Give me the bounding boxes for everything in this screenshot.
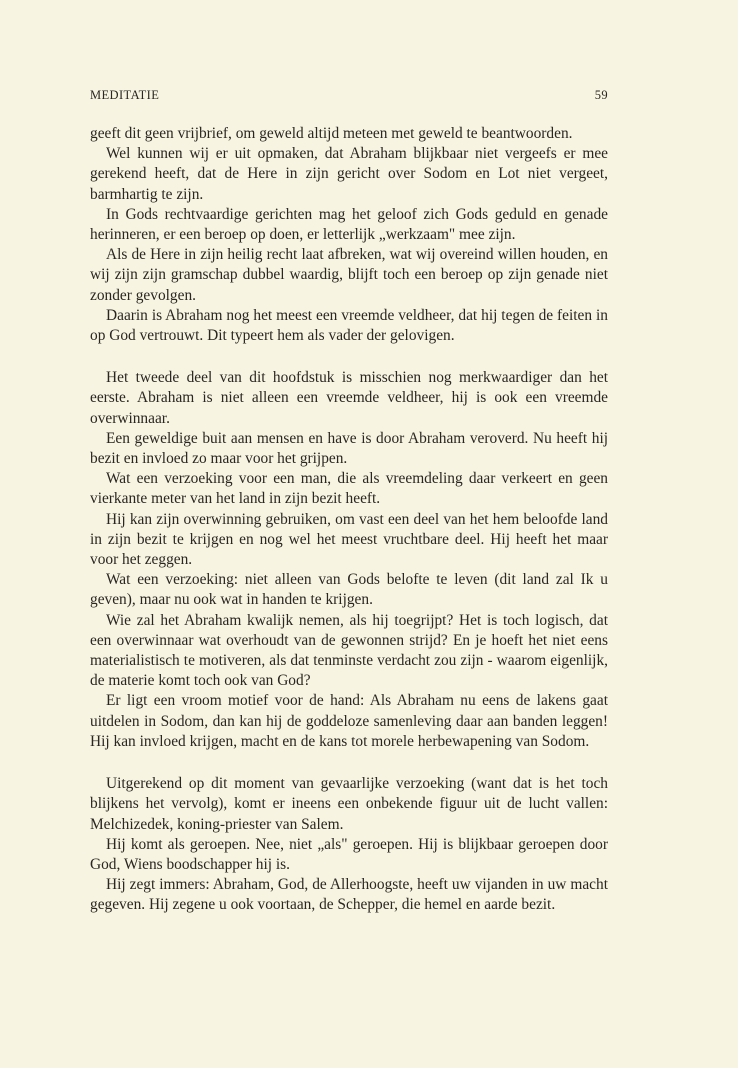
text-body: [90, 124, 608, 916]
paragraph: Wat een verzoeking: niet alleen van Gods belofte te leven (dit land zal Ik u geven), maar nu ook wat in handen te krijgen.: [90, 571, 608, 609]
running-header: [90, 88, 608, 106]
paragraph: Er ligt een vroom motief voor de hand: Als Abraham nu eens de lakens gaat uitdelen in Sodom, dan kan hij de goddeloze samenleving daar aan banden leggen! Hij kan invloed krijgen, macht en de kans tot morele herbewapening van Sodom.: [90, 692, 608, 750]
paragraph: Hij komt als geroepen. Nee, niet „als" geroepen. Hij is blijkbaar geroepen door God, Wiens boodschapper hij is.: [90, 835, 608, 873]
paragraph: Daarin is Abraham nog het meest een vreemde veldheer, dat hij tegen de feiten in op God vertrouwt. Dit typeert hem als vader der gelovigen.: [90, 306, 608, 345]
paragraph: Hij kan zijn overwinning gebruiken, om vast een deel van het hem beloofde land in zijn bezit te krijgen en nog wel het meest vruchtbare deel. Hij heeft het maar voor het zeggen.: [90, 510, 608, 569]
paragraph: Een geweldige buit aan mensen en have is door Abraham veroverd. Nu heeft hij bezit en invloed zo maar voor het grijpen.: [90, 429, 608, 468]
paragraph: Wat een verzoeking voor een man, die als vreemdeling daar verkeert en geen vierkante meter van het land in zijn bezit heeft.: [90, 470, 608, 508]
paragraph: Hij zegt immers: Abraham, God, de Allerhoogste, heeft uw vijanden in uw macht gegeven. Hij zegene u ook voortaan, de Schepper, die hemel en aarde bezit.: [90, 876, 608, 914]
page-number: 59: [594, 88, 608, 102]
paragraph: Als de Here in zijn heilig recht laat afbreken, wat wij overeind willen houden, en wij zijn zijn gramschap dubbel waardig, blijft toch een beroep op zijn genade niet zonder gevolgen.: [90, 246, 608, 304]
chapter-title: MEDITATIE: [90, 88, 160, 102]
paragraph: Wie zal het Abraham kwalijk nemen, als hij toegrijpt? Het is toch logisch, dat een overwinnaar wat overhoudt van de gewonnen strijd? En je hoeft het niet eens materialistisch te motiveren, als dat tenminste verdacht zou zijn - waarom eigenlijk, de materie komt toch ook van God?: [90, 611, 608, 690]
paragraph: In Gods rechtvaardige gerichten mag het geloof zich Gods geduld en genade herinneren, er een beroep op doen, er letterlijk „werkzaam" mee zijn.: [90, 205, 608, 244]
paragraph: geeft dit geen vrijbrief, om geweld altijd meteen met geweld te beantwoorden.: [90, 125, 573, 142]
paragraph: Uitgerekend op dit moment van gevaarlijke verzoeking (want dat is het toch blijkens het vervolg), komt er ineens een onbekende figuur uit de lucht vallen: Melchizedek, koning-priester van Salem.: [90, 775, 608, 833]
paragraph: Het tweede deel van dit hoofdstuk is misschien nog merkwaardiger dan het eerste. Abraham is niet alleen een vreemde veldheer, hij is ook een vreemde overwinnaar.: [90, 369, 608, 427]
section-break: [90, 752, 608, 774]
paragraph: Wel kunnen wij er uit opmaken, dat Abraham blijkbaar niet vergeefs er mee gerekend heeft, dat de Here in zijn gericht over Sodom en Lot niet vergeet, barmhartig te zijn.: [90, 145, 608, 203]
section-break: [90, 346, 608, 368]
